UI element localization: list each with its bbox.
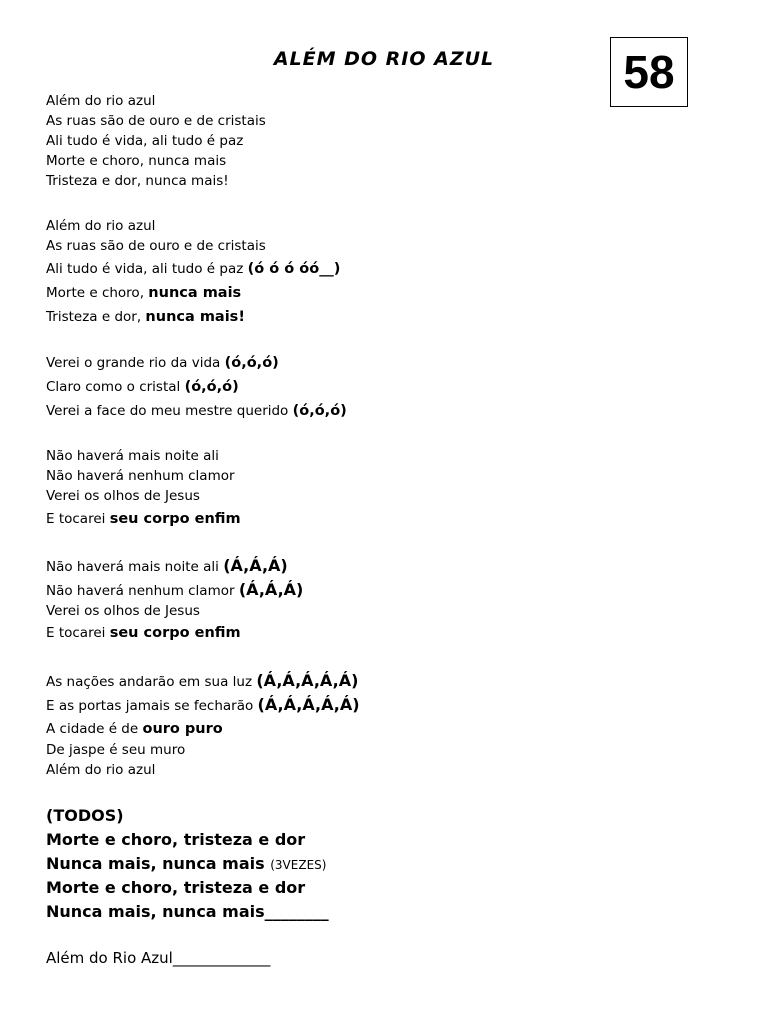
lyric-line (46, 353, 279, 373)
lyric-line: As ruas são de ouro e de cristais (46, 113, 266, 129)
lyric-line (46, 401, 347, 421)
lyric-text: Ali tudo é vida, ali tudo é paz (46, 261, 244, 277)
lyric-text: As nações andarão em sua luz (46, 674, 253, 690)
lyric-text: Tristeza e dor, (46, 309, 142, 325)
lyric-emphasis: seu corpo enfim (109, 625, 241, 641)
lyric-emphasis: (Á,Á,Á,Á,Á) (257, 695, 360, 714)
lyric-line: Verei os olhos de Jesus (46, 603, 200, 619)
lyric-text: E tocarei (46, 511, 106, 527)
lyric-line (46, 671, 358, 692)
chorus-line: Morte e choro, tristeza e dor (46, 878, 306, 897)
lyric-line: De jaspe é seu muro (46, 742, 186, 758)
lyric-line: Não haverá nenhum clamor (46, 468, 235, 484)
lyric-text: Claro como o cristal (46, 379, 181, 395)
lyric-text: Não haverá nenhum clamor (46, 583, 235, 599)
lyric-line: Além do rio azul (46, 93, 156, 109)
lyric-emphasis: (ó,ó,ó) (292, 403, 347, 419)
lyric-text: Não haverá mais noite ali (46, 559, 219, 575)
lyric-line (46, 377, 239, 397)
chorus-line: Nunca mais, nunca mais________ (46, 902, 329, 921)
chorus-text: Nunca mais, nunca mais (46, 854, 265, 873)
lyric-text: A cidade é de (46, 721, 139, 737)
lyric-line (46, 556, 288, 577)
lyric-line: Tristeza e dor, nunca mais! (46, 173, 229, 189)
lyric-text: E tocarei (46, 625, 106, 641)
lyric-emphasis: nunca mais (148, 285, 242, 301)
lyric-emphasis: ouro puro (142, 721, 223, 737)
song-number-box (610, 37, 688, 107)
chorus-line: Morte e choro, tristeza e dor (46, 830, 306, 849)
chorus-line (46, 854, 326, 875)
lyric-line: Além do rio azul (46, 218, 156, 234)
song-number: 58 (623, 46, 675, 98)
repeat-note: (3VEZES) (270, 858, 327, 872)
lyric-line (46, 509, 241, 529)
lyric-line: As ruas são de ouro e de cristais (46, 238, 266, 254)
song-title: ALÉM DO RIO AZUL (273, 48, 495, 70)
lyric-line (46, 695, 360, 716)
ending-line: Além do Rio Azul_____________ (46, 949, 271, 967)
lyric-line (46, 307, 245, 327)
lyric-line: Verei os olhos de Jesus (46, 488, 200, 504)
lyric-line (46, 580, 303, 601)
lyric-emphasis: nunca mais! (145, 309, 245, 325)
lyric-emphasis: (ó ó ó óó__) (247, 261, 341, 277)
lyric-line (46, 623, 241, 643)
lyric-emphasis: seu corpo enfim (109, 511, 241, 527)
lyric-emphasis: (ó,ó,ó) (184, 379, 239, 395)
lyric-emphasis: (Á,Á,Á) (223, 556, 288, 575)
lyric-emphasis: (ó,ó,ó) (224, 355, 279, 371)
lyric-line: Além do rio azul (46, 762, 156, 778)
lyric-line (46, 719, 223, 739)
lyric-line: Ali tudo é vida, ali tudo é paz (46, 133, 244, 149)
lyric-line (46, 259, 340, 279)
lyric-line: Não haverá mais noite ali (46, 448, 219, 464)
lyric-emphasis: (Á,Á,Á) (238, 580, 304, 599)
lyric-text: E as portas jamais se fecharão (46, 698, 254, 714)
lyric-line (46, 283, 241, 303)
lyric-text: Verei a face do meu mestre querido (46, 403, 289, 419)
lyric-text: Morte e choro, (46, 285, 144, 301)
chorus-heading: (TODOS) (46, 806, 124, 825)
lyric-text: Verei o grande rio da vida (46, 355, 221, 371)
lyric-line: Morte e choro, nunca mais (46, 153, 227, 169)
lyric-emphasis: (Á,Á,Á,Á,Á) (256, 671, 359, 690)
